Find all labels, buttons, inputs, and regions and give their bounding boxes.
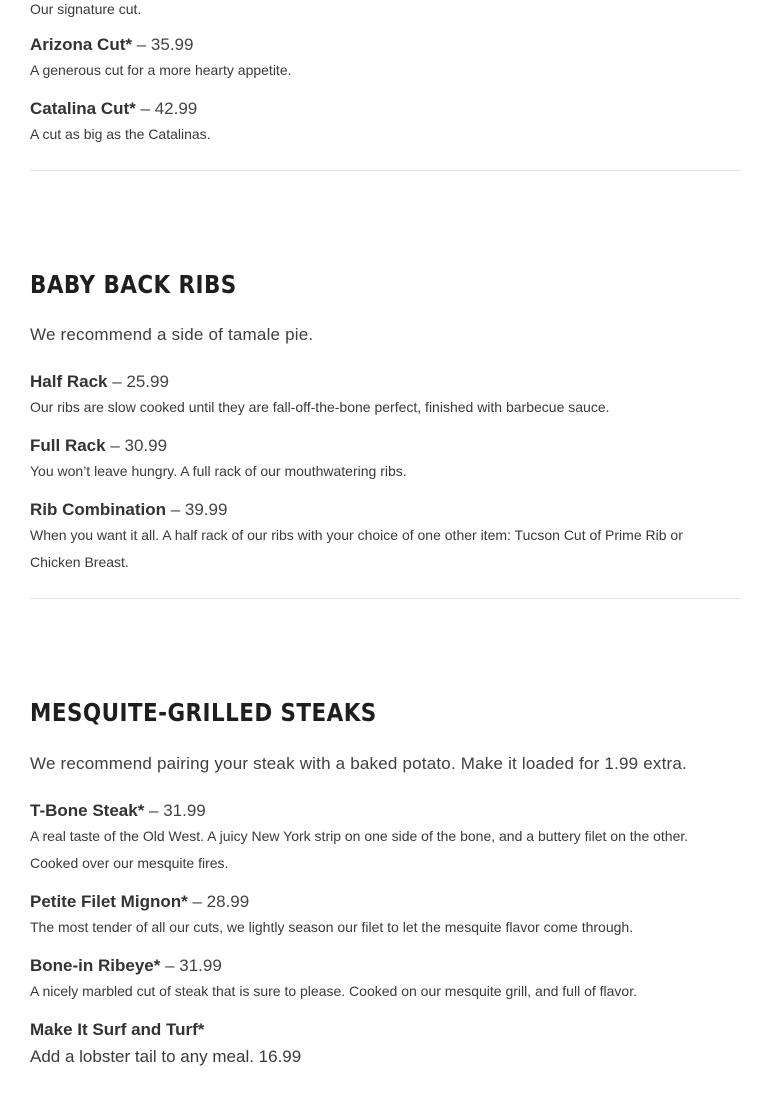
item-description: A generous cut for a more hearty appetite. bbox=[30, 62, 292, 78]
item-heading bbox=[30, 33, 292, 57]
menu-item-t-bone-steak bbox=[30, 799, 688, 877]
item-heading bbox=[30, 799, 688, 823]
item-heading bbox=[30, 370, 610, 394]
menu-item-catalina-cut bbox=[30, 97, 211, 148]
item-heading bbox=[30, 954, 637, 978]
section-divider bbox=[30, 598, 740, 599]
item-name: T-Bone Steak* bbox=[30, 801, 145, 820]
item-description-line: Chicken Breast. bbox=[30, 554, 129, 570]
item-addon-text: Add a lobster tail to any meal. 16.99 bbox=[30, 1047, 302, 1066]
item-description-line: A real taste of the Old West. A juicy New York strip on one side of the bone, and a buttery filet on the other. bbox=[30, 828, 689, 844]
item-heading bbox=[30, 97, 211, 121]
item-price: – 39.99 bbox=[170, 500, 228, 519]
section-title-baby-back-ribs: BABY BACK RIBS bbox=[30, 270, 237, 299]
item-heading bbox=[30, 498, 683, 522]
item-description: The most tender of all our cuts, we lightly season our filet to let the mesquite flavor come through. bbox=[30, 919, 634, 935]
item-name: Rib Combination bbox=[30, 500, 166, 519]
menu-item-full-rack bbox=[30, 434, 407, 485]
item-description-line: Cooked over our mesquite fires. bbox=[30, 855, 229, 871]
item-heading bbox=[30, 890, 633, 914]
section-subtitle: We recommend a side of tamale pie. bbox=[30, 325, 314, 344]
item-price: – 25.99 bbox=[112, 372, 169, 391]
item-description: Our signature cut. bbox=[30, 1, 142, 17]
item-description: A nicely marbled cut of steak that is sure to please. Cooked on our mesquite grill, and full of flavor. bbox=[30, 983, 637, 999]
menu-item-half-rack bbox=[30, 370, 610, 421]
menu-item-arizona-cut bbox=[30, 33, 292, 84]
menu-item-surf-and-turf bbox=[30, 1018, 301, 1072]
item-heading bbox=[30, 434, 407, 458]
item-price: – 35.99 bbox=[136, 35, 194, 54]
menu-item-bone-in-ribeye bbox=[30, 954, 637, 1005]
item-description-line: When you want it all. A half rack of our ribs with your choice of one other item: Tucson Cut of Prime Rib or bbox=[30, 527, 683, 543]
menu-item-petite-filet-mignon bbox=[30, 890, 633, 941]
section-title-mesquite-grilled-steaks: MESQUITE-GRILLED STEAKS bbox=[30, 698, 377, 727]
item-name: Catalina Cut* bbox=[30, 99, 136, 118]
item-name: Petite Filet Mignon* bbox=[30, 892, 188, 911]
item-price: – 30.99 bbox=[110, 436, 168, 455]
item-name: Arizona Cut* bbox=[30, 35, 132, 54]
item-name: Make It Surf and Turf* bbox=[30, 1020, 205, 1039]
item-name: Bone-in Ribeye* bbox=[30, 956, 161, 975]
item-price: – 28.99 bbox=[192, 892, 250, 911]
item-price: – 31.99 bbox=[149, 801, 206, 820]
menu-item-rib-combination bbox=[30, 498, 683, 576]
item-name: Half Rack bbox=[30, 372, 108, 391]
section-subtitle: We recommend pairing your steak with a baked potato. Make it loaded for 1.99 extra. bbox=[30, 754, 687, 773]
item-description: You won’t leave hungry. A full rack of our mouthwatering ribs. bbox=[30, 463, 407, 479]
section-divider bbox=[30, 170, 740, 171]
item-description: A cut as big as the Catalinas. bbox=[30, 126, 211, 142]
item-name: Full Rack bbox=[30, 436, 106, 455]
item-heading bbox=[30, 1018, 301, 1042]
item-price: – 42.99 bbox=[140, 99, 198, 118]
item-description: Our ribs are slow cooked until they are fall-off-the-bone perfect, finished with barbecue sauce. bbox=[30, 399, 610, 415]
item-price: – 31.99 bbox=[165, 956, 222, 975]
